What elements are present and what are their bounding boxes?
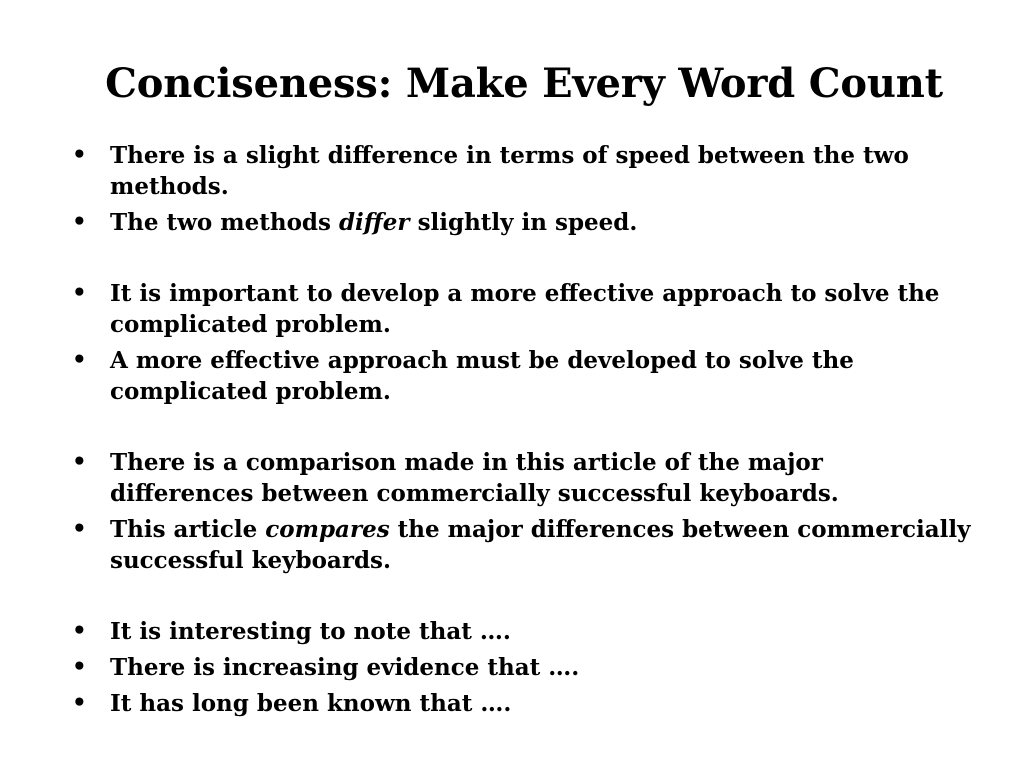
bullet-text: It has long been known that …. [110, 690, 512, 717]
bullet-text: It is interesting to note that …. [110, 618, 511, 645]
bullet-dot-icon: • [72, 280, 87, 306]
bullet-list [72, 140, 972, 719]
bullet-dot-icon: • [72, 347, 87, 373]
bullet-dot-icon: • [72, 654, 87, 680]
bullet-item [72, 207, 972, 238]
bullet-dot-icon: • [72, 690, 87, 716]
bullet-emphasis: compares [265, 516, 390, 543]
slide-title: Conciseness: Make Every Word Count [105, 60, 943, 107]
bullet-text: A more effective approach must be developed to solve the complicated problem. [110, 347, 854, 405]
bullet-dot-icon: • [72, 516, 87, 542]
bullet-dot-icon: • [72, 209, 87, 235]
bullet-dot-icon: • [72, 449, 87, 475]
bullet-item [72, 616, 972, 647]
bullet-emphasis: differ [338, 209, 410, 236]
bullet-text-before: The two methods [110, 209, 339, 236]
bullet-text: It is important to develop a more effective approach to solve the complicated problem. [110, 280, 940, 338]
bullet-item [72, 514, 972, 576]
bullet-item [72, 447, 972, 509]
bullet-text: There is a comparison made in this article of the major differences between commercially successful keyboards. [110, 449, 839, 507]
bullet-text-after: the major differences between commercially successful keyboards. [110, 516, 971, 574]
bullet-text-before: This article [110, 516, 266, 543]
bullet-dot-icon: • [72, 618, 87, 644]
bullet-item [72, 345, 972, 407]
bullet-item [72, 278, 972, 340]
bullet-dot-icon: • [72, 142, 87, 168]
bullet-text-after: slightly in speed. [409, 209, 638, 236]
bullet-text: There is increasing evidence that …. [110, 654, 580, 681]
bullet-item [72, 652, 972, 683]
bullet-text: There is a slight difference in terms of speed between the two methods. [110, 142, 909, 200]
bullet-item [72, 688, 972, 719]
bullet-item [72, 140, 972, 202]
